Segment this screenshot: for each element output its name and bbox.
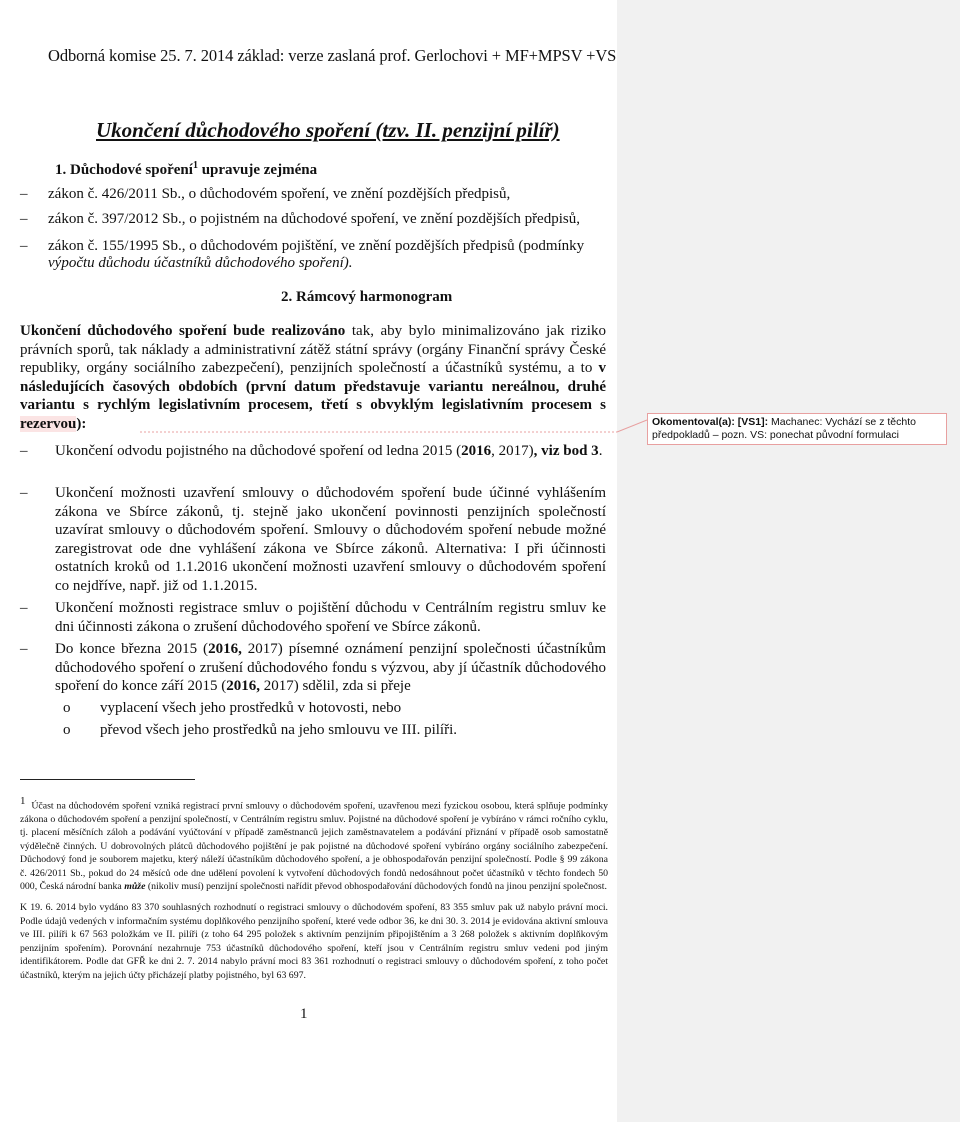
intro-paragraph: Ukončení důchodového spoření bude realizováno tak, aby bylo minimalizováno jak riziko právních sporů, tak náklady a administrativní zátěž státní správy (orgány Finanční správy České republiky, orgány sociálního zabezpečení), penzijních společností a účastníků systému, a to v následujících časových obdobích (první datum představuje variantu nereálnou, druhé variantu s rychlým legislativním procesem, třetí s obvyklým legislativním procesem s rezervou):: [20, 323, 606, 432]
footnote-1-continued: K 19. 6. 2014 bylo vydáno 83 370 souhlasných rozhodnutí o registraci smlouvy o důchodovém spoření, 83 355 smluv pak už nabylo právní moci. Podle údajů vedených v informačním systému doplňkového penzijního spoření, které vede odbor 36, ke dni 30. 3. 2014 je evidována aktivní smlouva ve III. pilíři k 67 563 položkám ve II. pilíři (z toho 64 295 položek s aktivním penzijním připojištěním a 3 268 položek s aktivním doplňkovým penzijním spořením). Porovnání nezahrnuje 753 účastníků důchodového spoření, kteří jsou v Centrálním registru smluv vedeni pod jiným identifikátorem. Podle dat GFŘ ke dni 2. 7. 2014 nabylo právní moci 83 361 rozhodnutí o registraci smlouvy o důchodovém spoření, z toho počet účastníků, kterým na jejich účty přicházejí platby pojistného, byl 63 697.: [20, 902, 608, 981]
page-header: Odborná komise 25. 7. 2014 základ: verze zaslaná prof. Gerlochovi + MF+MPSV +VS: [48, 46, 617, 65]
footnote-ref-1[interactable]: 1: [192, 160, 198, 171]
document-title: Ukončení důchodového spoření (tzv. II. penzijní pilíř): [96, 118, 560, 142]
law-item-3: – zákon č. 155/1995 Sb., o důchodovém pojištění, ve znění pozdějších předpisů (podmínky: [20, 238, 585, 254]
footnote-1: $^1$ Účast na důchodovém spoření vzniká registrací první smlouvy o důchodovém spoření, uzavřenou mezi fyzickou osobou, která splňuje podmínky zákona o důchodovém spoření a penzijní společností, v Centrálním registru smluv. Pojistné na důchodové spoření je vybíráno v rámci ročního cyklu, tj. placení měsíčních záloh a podávání vyúčtování v případě zaměstnanců jejich zaměstnavatelem a podávání přiznání v případě osob samostatně výdělečně činných. U dobrovolných plátců důchodového pojištění je pak pojistné na důchodové spoření vybíráno orgány sociálního zabezpečení. Důchodový fond je souborem majetku, který náleží účastníkům důchodového spoření, a je obhospodařován penzijní společností. Podle § 99 zákona č. 426/2011 Sb., pokud do 24 měsíců ode dne udělení povolení k vytvoření důchodových fondů nedosáhnout počet účastníků v těchto fondech 50 000, Česká národní banka může (nikoliv musí) penzijní společnosti nařídit převod obhospodařování důchodových fondů na jinou penzijní společnost.: [20, 795, 608, 893]
bullet-item: – Do konce března 2015 (2016, 2017) písemné oznámení penzijní společnosti účastníkům důchodového spoření o zrušení důchodového fondu s výzvou, aby jí účastník důchodového spoření do konce září 2015 (2016, 2017) sdělil, zda si přeje: [20, 641, 606, 695]
comment-author-label: Okomentoval(a): [VS1]:: [652, 416, 769, 428]
sub-list-item: o vyplacení všech jeho prostředků v hotovosti, nebo: [63, 700, 402, 716]
section-heading-1: 1. Důchodové spoření$^1$ upravuje zejména: [55, 160, 318, 178]
commented-text-rezervou[interactable]: rezervou: [20, 415, 77, 432]
bullet-item: – Ukončení možnosti registrace smluv o pojištění důchodu v Centrálním registru smluv ke dni účinnosti zákona o zrušení důchodového spoření ve Sbírce zákonů.: [20, 600, 606, 635]
law-item-1: – zákon č. 426/2011 Sb., o důchodovém spoření, ve znění pozdějších předpisů,: [20, 186, 511, 202]
sub-list-item: o převod všech jeho prostředků na jeho smlouvu ve III. pilíři.: [63, 722, 457, 738]
law-item-3-continuation: výpočtu důchodu účastníků důchodového spoření).: [48, 255, 353, 271]
page-number: 1: [300, 1006, 308, 1022]
bullet-item: – Ukončení odvodu pojistného na důchodové spoření od ledna 2015 (2016, 2017), viz bod 3.: [20, 443, 603, 459]
law-item-2: – zákon č. 397/2012 Sb., o pojistném na důchodové spoření, ve znění pozdějších předpisů,: [20, 211, 580, 227]
comment-text: Machanec: Vychází se z těchto předpokladů – pozn. VS: ponechat původní formulaci: [652, 416, 916, 441]
section-heading-2: 2. Rámcový harmonogram: [281, 289, 453, 305]
comment-balloon[interactable]: [647, 413, 947, 445]
bullet-item: – Ukončení možnosti uzavření smlouvy o důchodovém spoření bude účinné vyhlášením zákona ve Sbírce zákonů, tj. stejně jako ukončení povinnosti penzijních společností uzavírat smlouvy o důchodovém spoření. Smlouvy o důchodovém spoření nebude možné zaregistrovat ode dne vyhlášení zákona ve Sbírce zákonů. Alternativa: I při účinnosti ostatních kroků od 1.1.2016 ukončení možnosti uzavření smlouvy o důchodovém spoření co nejdříve, např. již od 1.1.2015.: [20, 485, 606, 594]
